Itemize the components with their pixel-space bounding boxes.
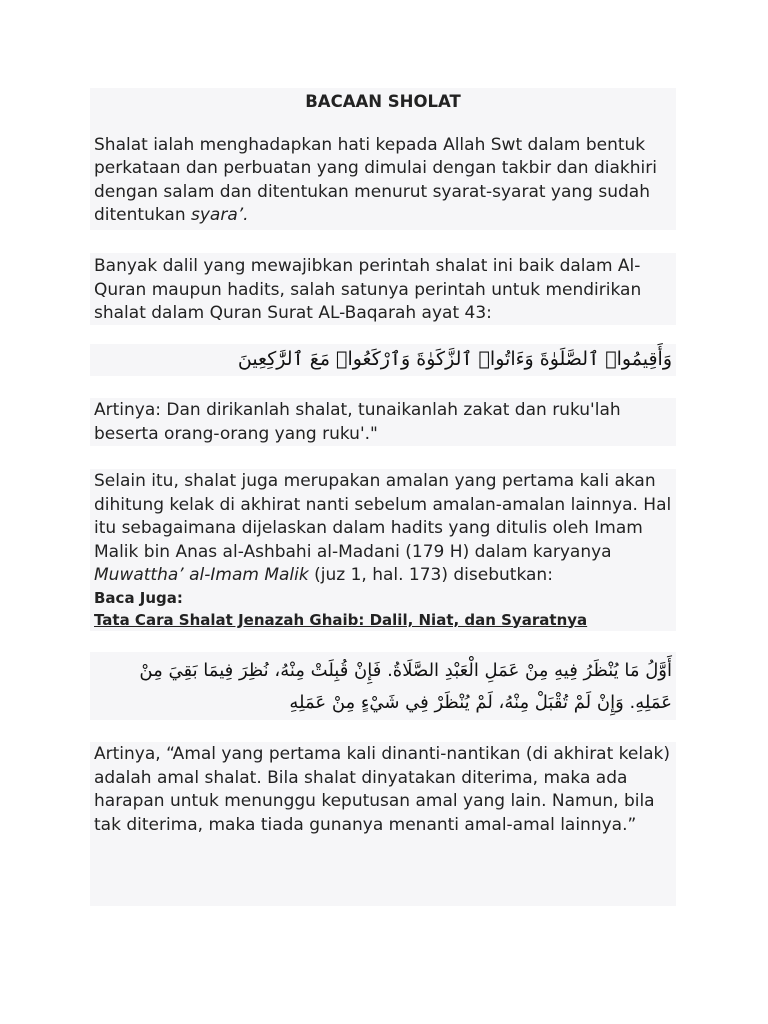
hadith-block — [90, 652, 676, 720]
definition-text: Shalat ialah menghadapkan hati kepada Allah Swt dalam bentuk perkataan dan perbuatan yang dimulai dengan takbir dan diakhiri dengan salam dan ditentukan menurut syarat-syarat yang sudah ditentukan — [94, 134, 657, 225]
hadith-intro-text: Selain itu, shalat juga merupakan amalan yang pertama kali akan dihitung kelak di akhirat nanti sebelum amalan-amalan lainnya. Hal itu sebagaimana dijelaskan dalam hadits yang ditulis oleh Imam Malik bin Anas al-Ashbahi al-Madani (179 H) dalam karyanya — [94, 471, 672, 562]
verse-translation: Artinya: Dan dirikanlah shalat, tunaikanlah zakat dan ruku'lah beserta orang-orang yang ruku'." — [94, 400, 621, 444]
dalil-block — [90, 253, 676, 325]
see-also-link[interactable]: Tata Cara Shalat Jenazah Ghaib: Dalil, Niat, dan Syaratnya — [94, 610, 588, 629]
hadith-intro-paragraph — [94, 470, 672, 588]
dalil-paragraph: Banyak dalil yang mewajibkan perintah shalat ini baik dalam Al-Quran maupun hadits, salah satunya perintah untuk mendirikan shalat dalam Quran Surat AL-Baqarah ayat 43: — [94, 256, 642, 323]
translation-block-1 — [90, 398, 676, 446]
quran-verse-block — [90, 344, 676, 376]
see-also-label: Baca Juga: — [94, 588, 183, 607]
page-title: BACAAN SHOLAT — [305, 92, 461, 111]
hadith-text: أَوَّلُ مَا يُنْظَرُ فِيهِ مِنْ عَمَلِ الْعَبْدِ الصَّلَاةُ. فَإِنْ قُبِلَتْ مِنْهُ، نُظِرَ فِيمَا بَقِيَ مِنْ عَمَلِهِ. وَإِنْ لَمْ تُقْبَلْ مِنْهُ، لَمْ يُنْظَرْ فِي شَيْءٍ مِنْ عَمَلِهِ — [139, 660, 672, 713]
translation-block-2 — [90, 742, 676, 906]
book-title: Muwattha’ al-Imam Malik — [94, 565, 309, 585]
hadith-intro-suffix: (juz 1, hal. 173) disebutkan: — [308, 565, 553, 585]
hadith-translation: Artinya, “Amal yang pertama kali dinanti-nantikan (di akhirat kelak) adalah amal shalat. Bila shalat dinyatakan diterima, maka ada harapan untuk menunggu keputusan amal yang lain. Namun, bila tak diterima, maka tiada gunanya menanti amal-amal lainnya.” — [94, 744, 670, 835]
quran-verse: وَأَقِيمُوا۟ ٱلصَّلَوٰةَ وَءَاتُوا۟ ٱلزَّكَوٰةَ وَٱرْكَعُوا۟ مَعَ ٱلرَّٰكِعِينَ — [237, 348, 672, 370]
hadith-intro-block — [90, 469, 676, 631]
definition-italic: syara’. — [191, 205, 249, 225]
definition-paragraph — [94, 134, 672, 228]
intro-block — [90, 88, 676, 230]
